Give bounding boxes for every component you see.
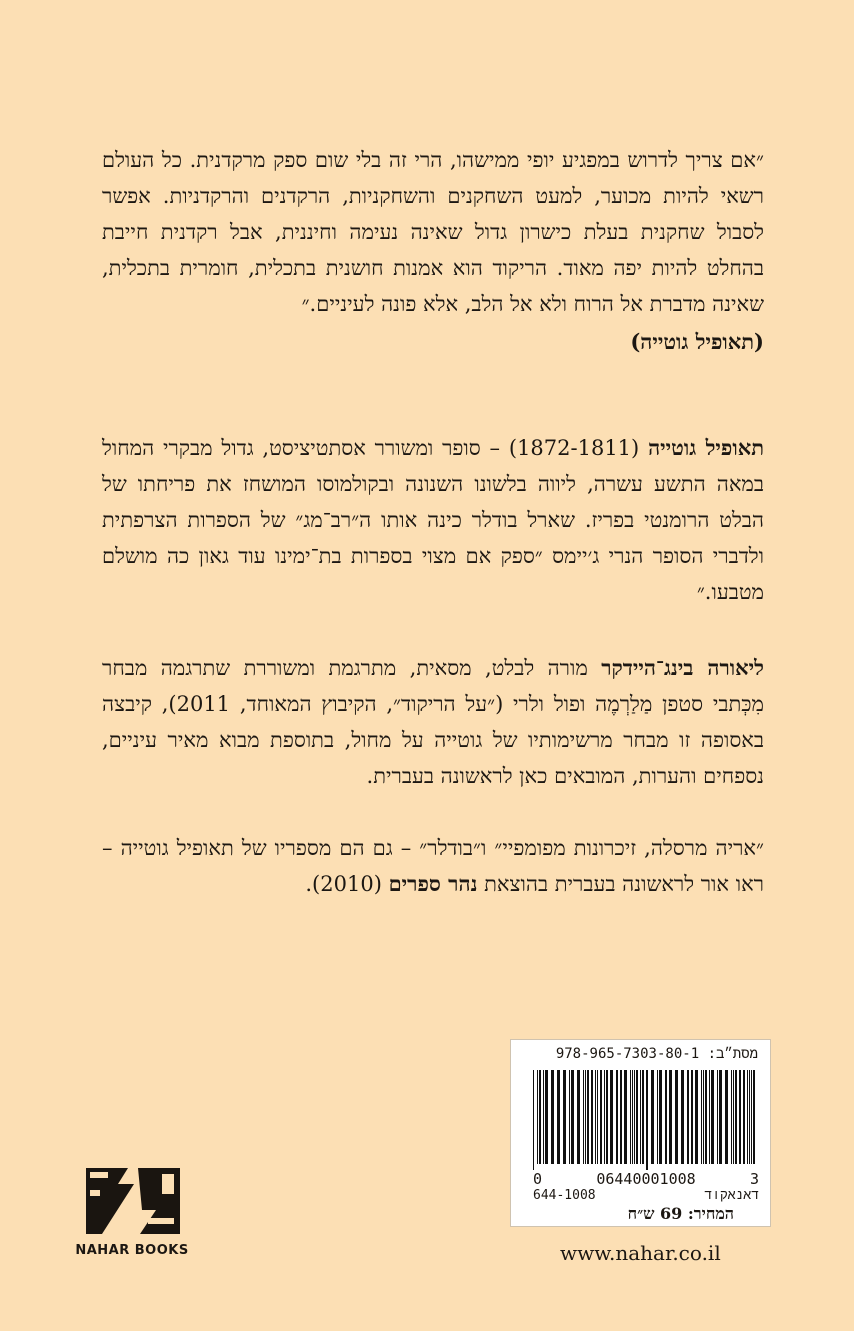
isbn-line: [519, 1046, 758, 1063]
barcode-bar: [703, 1070, 704, 1164]
quote-section: [102, 142, 764, 360]
barcode-bar: [749, 1070, 750, 1164]
barcode-bar: [571, 1070, 574, 1164]
barcode-bar: [604, 1070, 605, 1164]
barcode-bar: [620, 1070, 622, 1164]
isbn-label: מסת״ב:: [707, 1046, 758, 1062]
barcode-bar: [753, 1070, 755, 1164]
barcode-bar: [587, 1070, 589, 1164]
barcode-bar: [600, 1070, 602, 1164]
barcode-bar: [725, 1070, 728, 1164]
barcode-bar: [691, 1070, 693, 1164]
barcode-bar: [733, 1070, 734, 1164]
barcode-bar: [606, 1070, 608, 1164]
barcode-bar: [545, 1070, 548, 1164]
barcode-bar: [731, 1070, 732, 1164]
publisher-caption: NAHAR BOOKS: [75, 1243, 189, 1258]
barcode-bar: [743, 1070, 745, 1164]
translator-bio-text: מורה לבלט, מסאית, מתרגמת ומשוררת שתרגמה מבחר מִכְּתבי סטפן מַלַרְמֶה ופול ולרי (״על הריקוד״, הקיבוץ המאוחד, 2011), קיבצה באסופה זו מבחר מרשימותיו של גוטייה על מחול, בתוספת מבוא מאיר עיניים, נספחים והערות, המובאים כאן לראשונה בעברית.: [102, 656, 764, 788]
barcode-bar: [695, 1070, 698, 1164]
author-bio-text: (1872-1811) – סופר ומשורר אסתטיציסט, גדול מבקרי המחול במאה התשע עשרה, ליווה בלשונו השנונה ובקולמוסו המושחז את פריחתו של הבלט הרומנטי בפריז. שארל בודלר כינה אותו ה״רב־מג״ של הספרות הצרפתית ולדברי הסופר הנרי ג׳יימס ״ספק אם מצוי בספרות בת־ימינו עוד גאון כה מושלם מטבעו.״: [102, 436, 764, 604]
barcode-bar: [630, 1070, 631, 1164]
barcode-bar: [719, 1070, 722, 1164]
barcode-image: [533, 1070, 759, 1170]
barcode-bar: [687, 1070, 689, 1164]
barcode-bar: [595, 1070, 596, 1164]
ean-first-digit: 0: [533, 1170, 543, 1188]
barcode-bar: [533, 1070, 534, 1170]
barcode-bar: [735, 1070, 737, 1164]
barcode-bar: [539, 1070, 541, 1164]
quote-attribution: (תאופיל גוטייה): [630, 329, 764, 354]
danacode-number: 644-1008: [533, 1188, 596, 1203]
translator-bio: [102, 650, 764, 794]
barcode-bar: [751, 1070, 752, 1164]
ean-middle-digits: 06440001008: [596, 1170, 696, 1188]
barcode-bar: [705, 1070, 707, 1164]
barcode-bar: [711, 1070, 714, 1164]
barcode-bar: [717, 1070, 718, 1164]
barcode-bar: [610, 1070, 613, 1164]
barcode-bar: [585, 1070, 586, 1164]
quote-text: ״אם צריך לדרוש במפגיע יופי ממישהו, הרי זה בלי שום ספק מרקדנית. כל העולם רשאי להיות מכוער, למעט השחקנים והשחקניות, הרקדנים והרקדניות. אפשר לסבול שחקנית בעלת כישרון גדול שאינה נעימה וחיננית, אבל רקדנית חייבת בהחלט להיות יפה מאוד. הריקוד הוא אמנות חושנית בתכלית, חומרית בתכלית, שאינה מדברת אל הרוח ולא אל הלב, אלא פונה לעיניים.״: [102, 148, 764, 316]
barcode-bar: [747, 1070, 748, 1164]
barcode-panel: [510, 1039, 771, 1227]
barcode-bar: [669, 1070, 672, 1164]
barcode-bar: [701, 1070, 702, 1164]
author-bio: [102, 430, 764, 610]
barcode-bar: [739, 1070, 741, 1164]
barcode-bar: [616, 1070, 618, 1164]
barcode-bar: [675, 1070, 678, 1164]
ean-digits: [533, 1170, 759, 1188]
barcode-bar: [597, 1070, 598, 1164]
barcode-bar: [591, 1070, 593, 1164]
barcode-bar: [646, 1070, 648, 1170]
barcode-bar: [569, 1070, 570, 1164]
barcode-bar: [657, 1070, 658, 1164]
barcode-bar: [557, 1070, 560, 1164]
barcode-bar: [537, 1070, 538, 1164]
barcode-bar: [659, 1070, 662, 1164]
barcode-bar: [583, 1070, 584, 1164]
barcode-bar: [624, 1070, 627, 1164]
barcode-bar: [709, 1070, 710, 1164]
publisher-name-inline: נהר ספרים: [388, 871, 478, 896]
barcode-bar: [665, 1070, 667, 1164]
barcode-bar: [651, 1070, 654, 1164]
ean-check-digit: 3: [749, 1170, 759, 1188]
barcode-bar: [543, 1070, 544, 1164]
barcode-bar: [551, 1070, 554, 1164]
danacode-line: [533, 1188, 759, 1203]
barcode-bar: [632, 1070, 633, 1164]
barcode-bar: [563, 1070, 566, 1164]
other-books-text: ״אריה מרסלה, זיכרונות מפומפיי״ ו״בודלר״ – גם הם מספריו של תאופיל גוטייה – ראו אור לראשונה בעברית בהוצאת: [102, 836, 764, 896]
isbn-number: 978-965-7303-80-1: [555, 1046, 700, 1062]
author-name: תאופיל גוטייה: [648, 435, 765, 460]
other-books-year: (2010).: [305, 872, 389, 896]
danacode-label: דאנאקוד: [704, 1188, 759, 1203]
publisher-website[interactable]: www.nahar.co.il: [560, 1241, 721, 1265]
barcode-bar: [642, 1070, 644, 1164]
barcode-bar: [640, 1070, 641, 1164]
barcode-bar: [636, 1070, 638, 1164]
barcode-bar: [681, 1070, 684, 1164]
price-label: המחיר: 69 ש״ח: [627, 1204, 734, 1223]
nahar-books-logo: [82, 1162, 184, 1240]
barcode-bar: [634, 1070, 635, 1164]
translator-name: ליאורה בינג־היידקר: [601, 655, 764, 680]
other-books-note: [102, 830, 764, 902]
barcode-bar: [577, 1070, 580, 1164]
